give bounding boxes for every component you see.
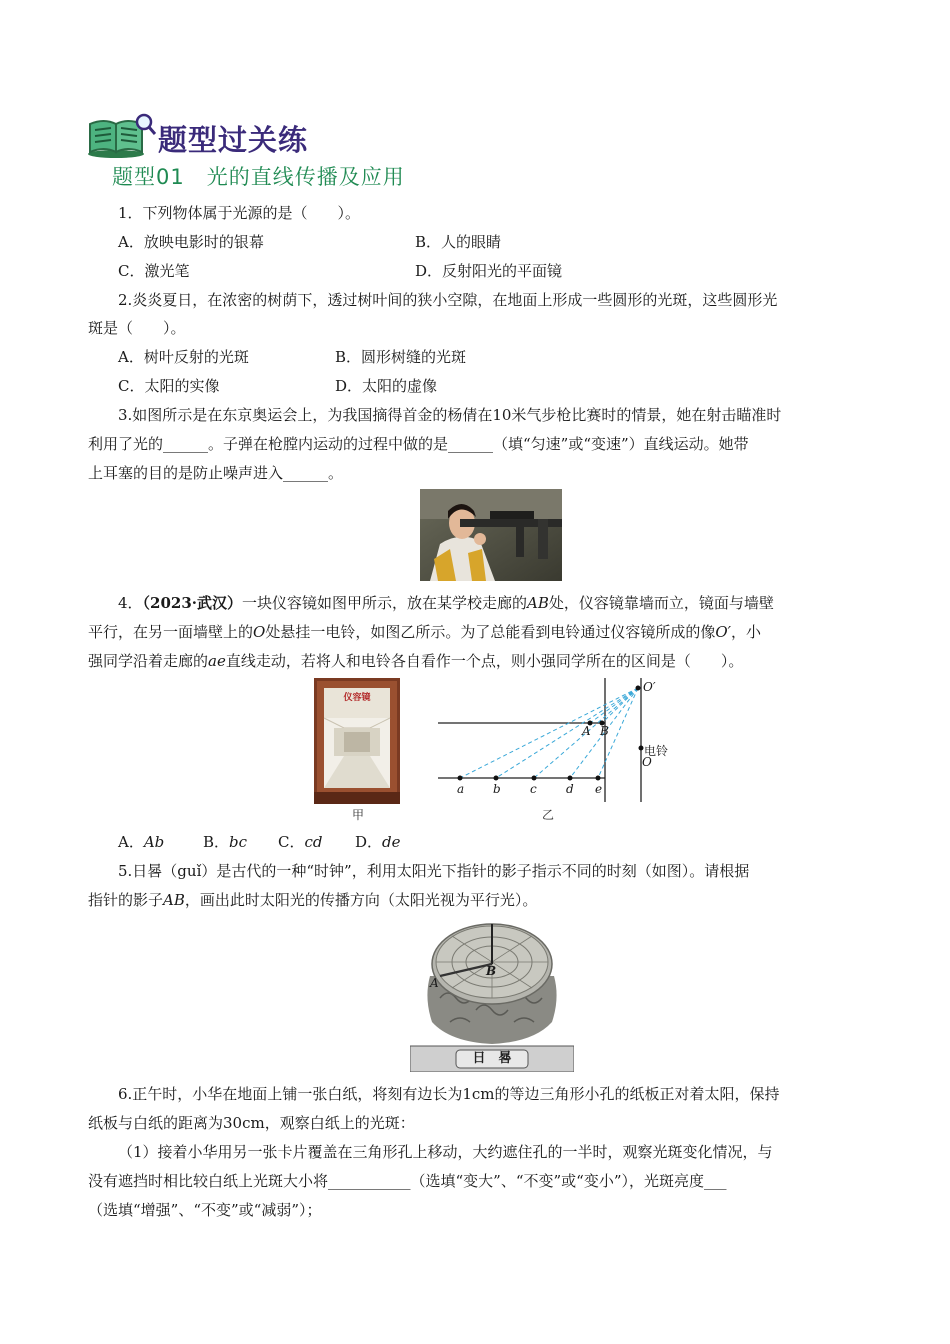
label-d: d — [566, 782, 574, 796]
section-title: 题型过关练 — [158, 123, 309, 157]
label-a: a — [457, 782, 465, 796]
label-B: B — [600, 724, 609, 738]
open-book-icon — [86, 112, 158, 160]
mirror-label: 仪容镜 — [343, 693, 371, 703]
q1-stem: 1．下列物体属于光源的是（ ）。 — [118, 204, 361, 222]
q6-line1: 6.正午时，小华在地面上铺一张白纸，将刻有边长为1cm的等边三角形小孔的纸板正对着太阳，保持 — [118, 1085, 780, 1103]
q4-line2: 平行，在另一面墙壁上的O处悬挂一电铃，如图乙所示。为了总能看到电铃通过仪容镜所成的像O′，小 — [88, 623, 762, 641]
q1-option-a: A．放映电影时的银幕 — [118, 233, 264, 251]
q3-line1: 3.如图所示是在东京奥运会上，为我国摘得首金的杨倩在10米气步枪比赛时的情景，她在射击瞄准时 — [118, 406, 782, 424]
q1-option-c: C．激光笔 — [118, 262, 190, 280]
q4-line3: 强同学沿着走廊的ae直线走动，若将人和电铃各自看作一个点，则小强同学所在的区间是（ ）。 — [88, 652, 744, 670]
mirror-figure — [314, 678, 400, 804]
sundial-label-A: A — [430, 976, 439, 990]
q3-line2: 利用了光的______。子弹在枪膛内运动的过程中做的是______（填“匀速”或“变速”）直线运动。她带 — [88, 435, 749, 453]
diagram-points — [458, 686, 644, 781]
light-rays — [460, 688, 638, 778]
sundial-label-B: B — [486, 964, 497, 978]
figure-caption-jia: 甲 — [352, 808, 365, 822]
label-bell: 电铃 — [644, 744, 669, 758]
q4-line1: 4．（2023·武汉）一块仪容镜如图甲所示，放在某学校走廊的AB处，仪容镜靠墙而立，镜面与墙壁 — [118, 594, 774, 612]
q4-option-c: C．cd — [278, 833, 323, 851]
q1-option-b: B．人的眼睛 — [415, 233, 502, 251]
q5-line2: 指针的影子AB，画出此时太阳光的传播方向（太阳光视为平行光）。 — [88, 891, 538, 909]
q6-line4: 没有遮挡时相比较白纸上光斑大小将___________（选填“变大”、“不变”或“变小”），光斑亮度___ — [88, 1172, 727, 1190]
label-o-prime: O′ — [643, 680, 656, 694]
q5-line1: 5.日晷（guǐ）是古代的一种“时钟”，利用太阳光下指针的影子指示不同的时刻（如图）。请根据 — [118, 862, 750, 880]
sundial-plaque: 日 晷 — [472, 1051, 512, 1066]
q2-option-c: C．太阳的实像 — [118, 377, 220, 395]
label-O: O — [642, 755, 652, 769]
q4-option-d: D．de — [355, 833, 401, 851]
q6-line2: 纸板与白纸的距离为30cm，观察白纸上的光斑： — [88, 1114, 415, 1132]
sundial-figure — [410, 918, 574, 1072]
q2-line1: 2.炎炎夏日，在浓密的树荫下，透过树叶间的狭小空隙，在地面上形成一些圆形的光斑，这些圆形光 — [118, 291, 778, 309]
q1-option-d: D．反射阳光的平面镜 — [415, 262, 563, 280]
q2-option-b: B．圆形树缝的光斑 — [335, 348, 467, 366]
section-subtitle: 题型01 光的直线传播及应用 — [112, 165, 405, 189]
q2-option-d: D．太阳的虚像 — [335, 377, 438, 395]
shooter-photo — [420, 489, 562, 581]
q2-line2: 斑是（ ）。 — [88, 319, 186, 337]
label-e: e — [595, 782, 603, 796]
label-A: A — [582, 724, 591, 738]
q3-line3: 上耳塞的目的是防止噪声进入______。 — [88, 464, 344, 482]
label-c: c — [530, 782, 537, 796]
q4-option-b: B．bc — [203, 833, 248, 851]
q4-option-a: A．Ab — [118, 833, 165, 851]
label-b: b — [493, 782, 501, 796]
q6-line3: （1）接着小华用另一张卡片覆盖在三角形孔上移动，大约遮住孔的一半时，观察光斑变化情况，与 — [118, 1143, 773, 1161]
q6-line5: （选填“增强”、“不变”或“减弱”）； — [88, 1201, 322, 1219]
ray-diagram — [430, 678, 670, 802]
header-icon-group — [86, 112, 158, 160]
figure-caption-yi: 乙 — [542, 808, 555, 822]
q2-option-a: A．树叶反射的光斑 — [118, 348, 249, 366]
